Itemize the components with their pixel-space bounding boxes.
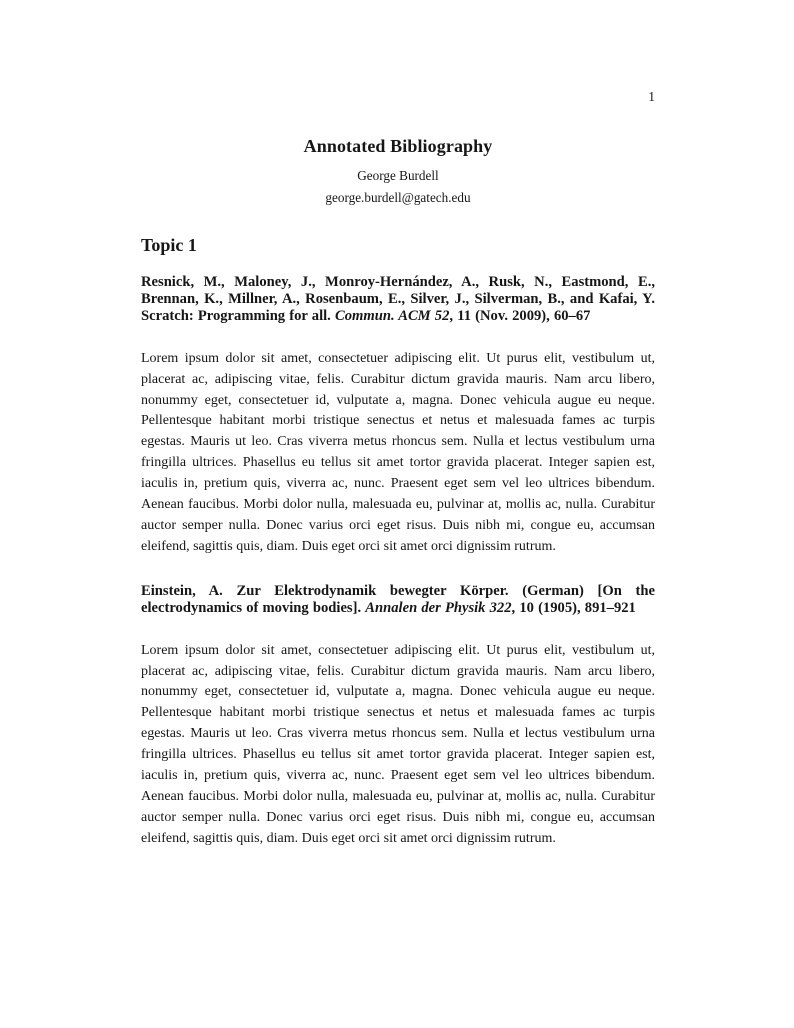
citation-authors-title: Einstein, A. Zur Elektrodynamik bewegter Körper. (German) [On the electrodynamics of moving bodies]. (141, 582, 655, 616)
author-name: George Burdell (357, 168, 439, 183)
bibliography-entry (141, 274, 655, 558)
annotation-paragraph: Lorem ipsum dolor sit amet, consectetuer adipiscing elit. Ut purus elit, vestibulum ut, placerat ac, adipiscing vitae, felis. Curabitur dictum gravida mauris. Nam arcu libero, nonummy eget, consectetuer id, vulputate a, magna. Donec vehicula augue eu neque. Pellentesque habitant morbi tristique senectus et netus et malesuada fames ac turpis egestas. Mauris ut leo. Cras viverra metus rhoncus sem. Nulla et lectus vestibulum urna fringilla ultrices. Phasellus eu tellus sit amet tortor gravida placerat. Integer sapien est, iaculis in, pretium quis, viverra ac, nunc. Praesent eget sem vel leo ultrices bibendum. Aenean faucibus. Morbi dolor nulla, malesuada eu, pulvinar at, mollis ac, nulla. Curabitur auctor semper nulla. Donec varius orci eget risus. Duis nibh mi, congue eu, accumsan eleifend, sagittis quis, diam. Duis eget orci sit amet orci dignissim rutrum. (141, 350, 655, 554)
citation-venue: Commun. ACM 52 (334, 307, 450, 324)
author-email: george.burdell@gatech.edu (325, 190, 471, 205)
annotation-paragraph: Lorem ipsum dolor sit amet, consectetuer adipiscing elit. Ut purus elit, vestibulum ut, placerat ac, adipiscing vitae, felis. Curabitur dictum gravida mauris. Nam arcu libero, nonummy eget, consectetuer id, vulputate a, magna. Donec vehicula augue eu neque. Pellentesque habitant morbi tristique senectus et netus et malesuada fames ac turpis egestas. Mauris ut leo. Cras viverra metus rhoncus sem. Nulla et lectus vestibulum urna fringilla ultrices. Phasellus eu tellus sit amet tortor gravida placerat. Integer sapien est, iaculis in, pretium quis, viverra ac, nunc. Praesent eget sem vel leo ultrices bibendum. Aenean faucibus. Morbi dolor nulla, malesuada eu, pulvinar at, mollis ac, nulla. Curabitur auctor semper nulla. Donec varius orci eget risus. Duis nibh mi, congue eu, accumsan eleifend, sagittis quis, diam. Duis eget orci sit amet orci dignissim rutrum. (141, 642, 655, 846)
section-heading-topic-1: Topic 1 (141, 235, 197, 255)
citation (141, 274, 655, 325)
citation (141, 583, 655, 617)
citation-venue: Annalen der Physik 322 (365, 599, 512, 616)
citation-authors-title: Resnick, M., Maloney, J., Monroy-Hernández, A., Rusk, N., Eastmond, E., Brennan, K., Millner, A., Rosenbaum, E., Silver, J., Silverman, B., and Kafai, Y. Scratch: Programming for all. (141, 274, 655, 324)
citation-tail: , 10 (1905), 891–921 (511, 599, 636, 616)
bibliography-entry (141, 583, 655, 850)
citation-tail: , 11 (Nov. 2009), 60–67 (449, 307, 591, 324)
page-number: 1 (648, 89, 655, 104)
document-title: Annotated Bibliography (303, 136, 493, 156)
document-content (141, 0, 655, 850)
